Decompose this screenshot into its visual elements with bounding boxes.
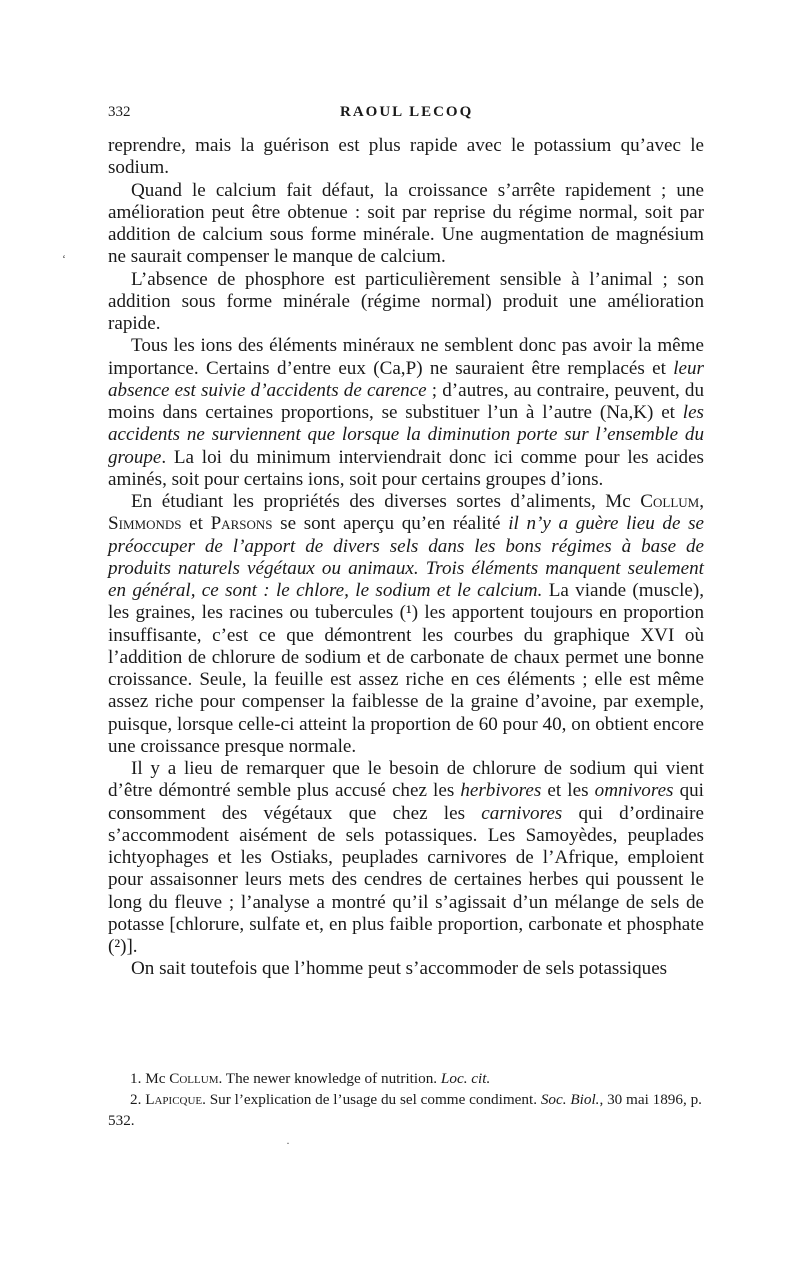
paragraph — [108, 958, 704, 980]
footnote — [108, 1068, 704, 1089]
text-run: et — [181, 513, 211, 535]
running-head — [108, 104, 708, 130]
text-run: La viande (muscle), les graines, les racines ou tubercules (¹) les apportent toujours en proportion insuffisante, c’est ce que démontrent les courbes du graphique XVI où l’addition de chlorure de sodium et de carbonate de chaux permet une bonne croissance. Seule, la feuille est assez riche en ces éléments ; elle est même assez riche pour compenser la faiblesse de la graine d’avoine, par exemple, puisque, lorsque celle-ci atteint la proportion de 60 pour 40, on obtient encore une croissance presque normale. — [108, 580, 704, 757]
italic-text: Soc. Biol. — [540, 1091, 600, 1108]
text-run: qui d’ordinaire s’accommodent aisément de sels potassiques. Les Samoyèdes, peuplades ichtyophages et les Ostiaks, peuplades carnivores de l’Afrique, emploient pour assaisonner leurs mets des cendres de certaines herbes qui poussent le long du fleuve ; l’analyse a montré qu’il s’agissait d’un mélange de sels de potasse [chlorure, sulfate et, en plus faible proportion, carbonate et phosphate (²)]. — [108, 802, 704, 957]
text-run: L’absence de phosphore est particulièrement sensible à l’animal ; son addition sous forme minérale (régime normal) produit une amélioration rapide. — [108, 268, 704, 334]
italic-text: il n’y a guère lieu de se préoccuper de l’apport de divers sels dans les bons régimes à base de produits naturels végétaux ou animaux. Trois éléments manquent seulement en général, ce sont : le chlore, le sodium et le calcium. — [108, 513, 704, 601]
paragraph — [108, 135, 704, 180]
text-run: . The newer knowledge of nutrition. — [218, 1070, 441, 1087]
text-run: Quand le calcium fait défaut, la croissance s’arrête rapidement ; une amélioration peut être obtenue : soit par reprise du régime normal, soit par addition de calcium sous forme minérale. Une augmentation de magnésium ne saurait compenser le manque de calcium. — [108, 179, 704, 268]
text-run: qui consomment des végétaux que chez les — [108, 780, 704, 824]
italic-text: omnivores — [594, 780, 674, 802]
text-run: En étudiant les propriétés des diverses sortes d’aliments, Mc — [131, 491, 641, 512]
text-run: , 30 mai 1896, p. 532. — [108, 1091, 702, 1129]
italic-text: leur absence est suivie d’accidents de carence — [108, 357, 704, 401]
paragraph — [108, 269, 704, 336]
italic-text: les accidents ne surviennent que lorsque la diminution porte sur l’ensemble du groupe — [108, 402, 704, 468]
page-number: 332 — [108, 104, 131, 120]
italic-text: herbivores — [460, 780, 542, 802]
author-name: Collum — [169, 1070, 219, 1087]
text-run: Tous les ions des éléments minéraux ne semblent donc pas avoir la même importance. Certains d’entre eux (Ca,P) ne sauraient être remplacés et — [108, 335, 704, 379]
paragraph — [108, 180, 704, 269]
text-run: Il y a lieu de remarquer que le besoin de chlorure de sodium qui vient d’être démontré semble plus accusé chez les — [108, 758, 704, 802]
text-run: On sait toutefois que l’homme peut s’accommoder de sels potassiques — [131, 958, 668, 980]
footnote — [108, 1089, 704, 1131]
footnotes — [108, 1068, 704, 1131]
margin-tick-mark: ‘ — [62, 252, 66, 266]
italic-text: carnivores — [481, 802, 563, 824]
stray-dot-mark: · — [286, 1136, 290, 1150]
text-run: . Sur l’explication de l’usage du sel comme condiment. — [202, 1091, 541, 1108]
paragraph — [108, 758, 704, 958]
text-run: reprendre, mais la guérison est plus rapide avec le potassium qu’avec le sodium. — [108, 135, 704, 179]
text-run: 2. — [130, 1091, 146, 1108]
text-run: 1. Mc — [130, 1070, 170, 1087]
body-text — [108, 135, 704, 981]
author-name: Collum — [640, 491, 700, 512]
text-run: et les — [541, 780, 595, 802]
text-run: se sont aperçu qu’en réalité — [272, 513, 509, 535]
author-name: Simmonds — [108, 513, 182, 535]
author-name: Lapicque — [145, 1091, 203, 1108]
italic-text: Loc. cit. — [440, 1070, 491, 1087]
author-name: Parsons — [210, 513, 273, 535]
running-title: RAOUL LECOQ — [340, 104, 474, 120]
text-run: ; d’autres, au contraire, peuvent, du moins dans certaines proportions, se substituer l’un à l’autre (Na,K) et — [108, 379, 704, 423]
text-run: . La loi du minimum interviendrait donc ici comme pour les acides aminés, soit pour certains ions, soit pour certains groupes d’ions. — [108, 446, 704, 490]
paragraph — [108, 335, 704, 491]
paragraph — [108, 491, 704, 758]
text-run: , — [699, 491, 704, 512]
